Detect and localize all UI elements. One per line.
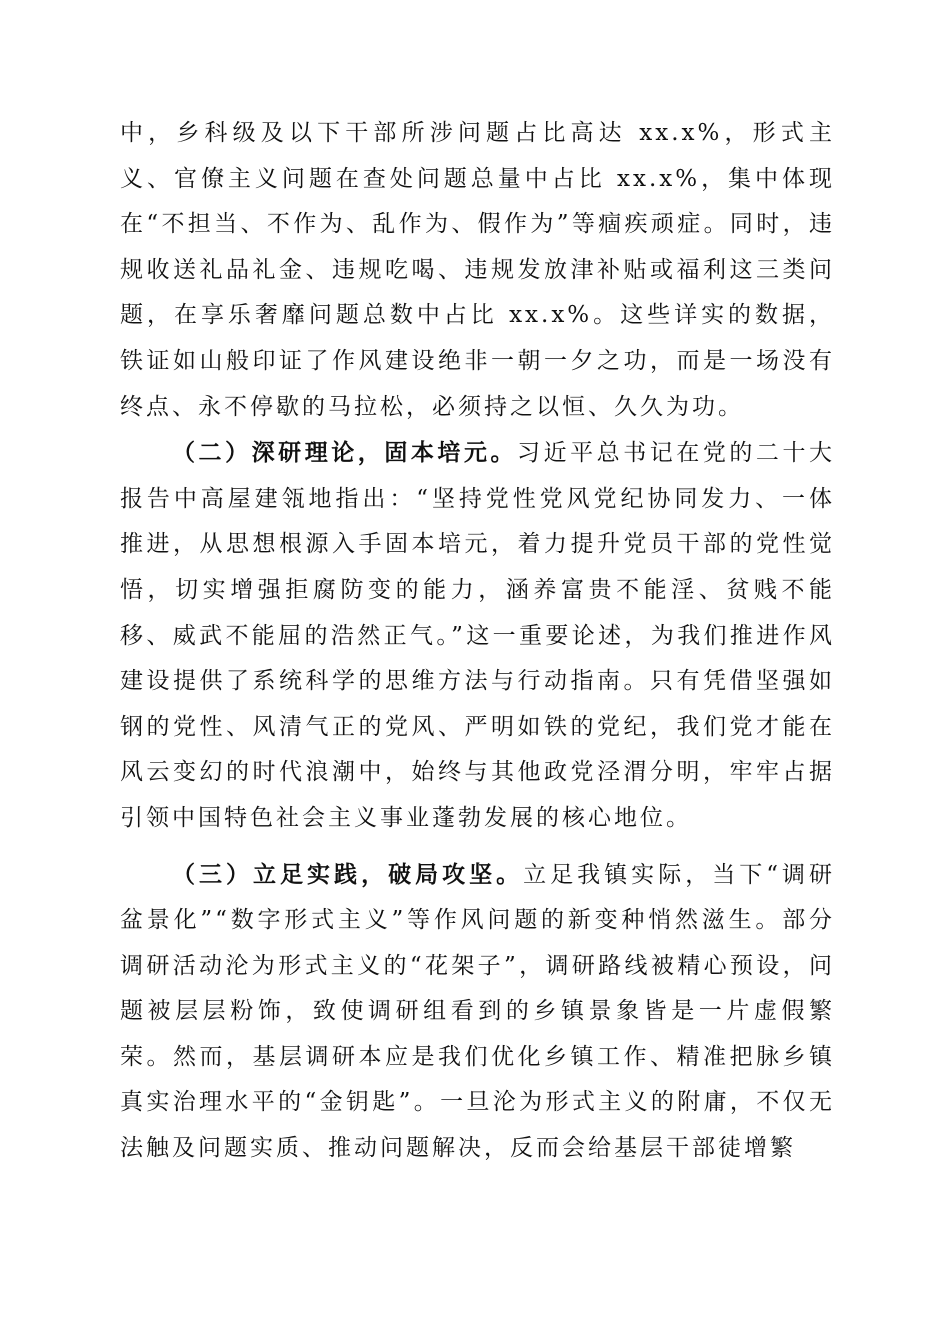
section-3-heading: （三）立足实践，破局攻坚。 — [172, 860, 524, 888]
section-2-body: 习近平总书记在党的二十大报告中高屋建瓴地指出：“坚持党性党风党纪协同发力、一体推进，从思想根源入手固本培元，着力提升党员干部的党性觉悟，切实增强拒腐防变的能力，涵养富贵不能淫、贫贱不能移、威武不能屈的浩然正气。”这一重要论述，为我们推进作风建设提供了系统科学的思维方法与行动指南。只有凭借坚强如钢的党性、风清气正的党风、严明如铁的党纪，我们党才能在风云变幻的时代浪潮中，始终与其他政党泾渭分明，牢牢占据引领中国特色社会主义事业蓬勃发展的核心地位。 — [120, 440, 836, 831]
section-2-heading: （二）深研理论，固本培元。 — [172, 439, 518, 467]
section-3-body: 立足我镇实际，当下“调研盆景化”“数字形式主义”等作风问题的新变种悄然滋生。部分调研活动沦为形式主义的“花架子”，调研路线被精心预设，问题被层层粉饰，致使调研组看到的乡镇景象皆是一片虚假繁荣。然而，基层调研本应是我们优化乡镇工作、精准把脉乡镇真实治理水平的“金钥匙”。一旦沦为形式主义的附庸，不仅无法触及问题实质、推动问题解决，反而会给基层干部徒增繁 — [120, 861, 836, 1162]
paragraph-statistics: 中，乡科级及以下干部所涉问题占比高达 xx.x%，形式主义、官僚主义问题在查处问题总量中占比 xx.x%，集中体现在“不担当、不作为、乱作为、假作为”等痼疾顽症。同时，违规收送礼品礼金、违规吃喝、违规发放津补贴或福利这三类问题，在享乐奢靡问题总数中占比 xx.x%。这些详实的数据，铁证如山般印证了作风建设绝非一朝一夕之功，而是一场没有终点、永不停歇的马拉松，必须持之以恒、久久为功。 — [120, 120, 835, 420]
section-2-paragraph — [120, 430, 835, 841]
section-3-paragraph — [120, 852, 835, 1172]
document-body — [120, 111, 835, 1172]
